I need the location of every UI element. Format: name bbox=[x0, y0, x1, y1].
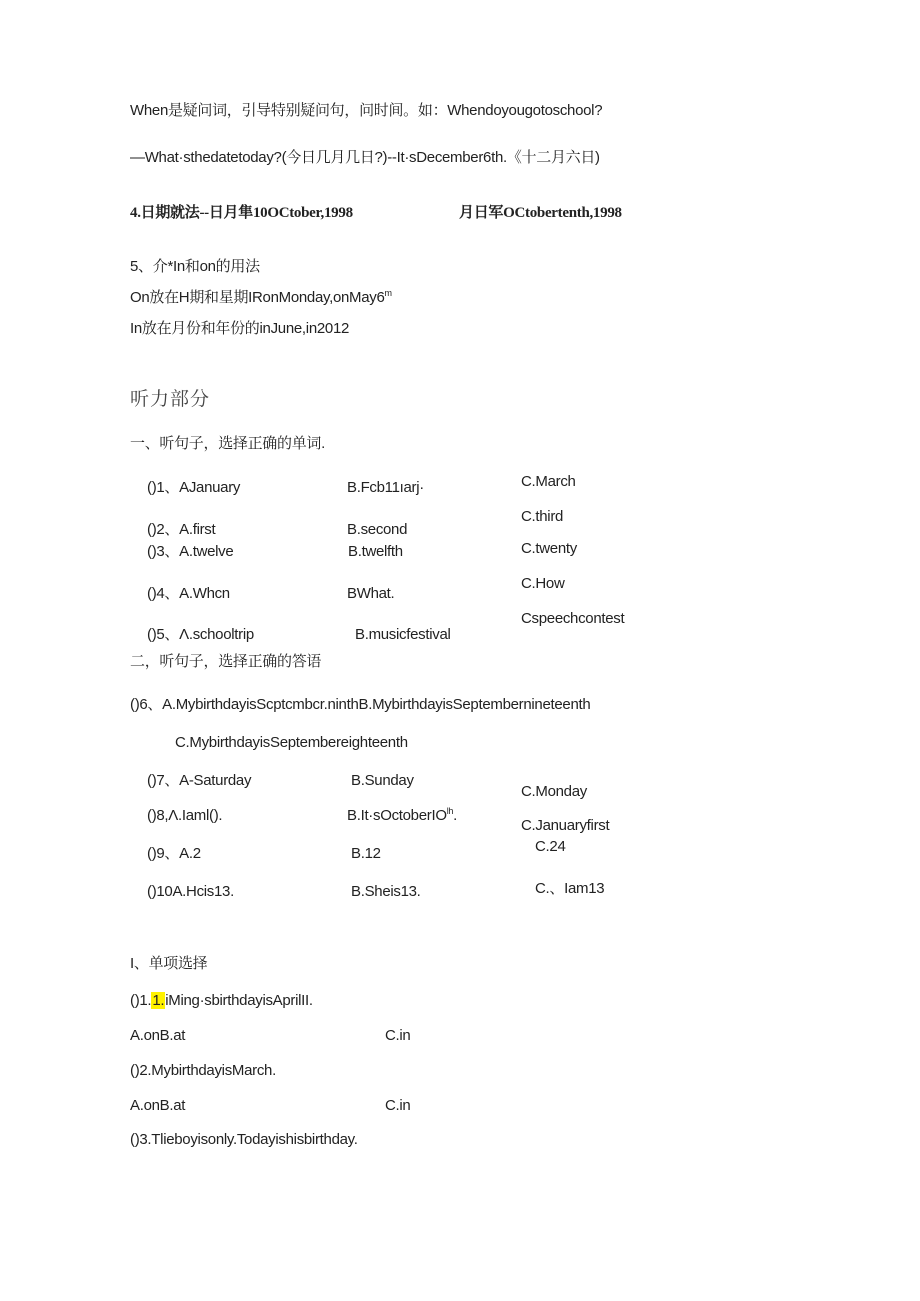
q9-number-a: ()9、A.2 bbox=[147, 845, 201, 862]
single-q1-option-c: C.in bbox=[385, 1027, 411, 1044]
single-q1-options-ab: A.onB.at bbox=[130, 1027, 186, 1044]
single-q2-options-ab: A.onB.at bbox=[130, 1097, 186, 1114]
note-date-format-b: 月日军OCtobertenth,1998 bbox=[459, 205, 622, 221]
q4-option-b: BWhat. bbox=[347, 585, 395, 602]
note-on-usage-sup: m bbox=[384, 288, 392, 298]
q3-option-b: B.twelfth bbox=[348, 543, 403, 560]
single-q1-number: ()1. bbox=[130, 992, 152, 1009]
q6-option-c: C.MybirthdayisSeptembereighteenth bbox=[175, 734, 408, 751]
q3-number-a: ()3、A.twelve bbox=[147, 543, 234, 560]
q7-number-a: ()7、A-Saturday bbox=[147, 772, 252, 789]
q4-option-c: C.How bbox=[521, 575, 565, 592]
single-choice-title: I、单项选择 bbox=[130, 955, 208, 972]
q7-option-c: C.Monday bbox=[521, 783, 587, 800]
q1-number-a: ()1、AJanuary bbox=[147, 479, 241, 496]
single-q1-highlight: 1. bbox=[152, 992, 165, 1009]
listening-part1-title: 一、听句子，选择正确的单词. bbox=[130, 435, 325, 452]
note-in-on-title: 5、介*In和on的用法 bbox=[130, 258, 260, 275]
q4-number-a: ()4、A.Whcn bbox=[147, 585, 230, 602]
q10-option-c: C.、Iam13 bbox=[535, 880, 605, 897]
q9-option-c: C.24 bbox=[535, 838, 566, 855]
q3-option-c: C.twenty bbox=[521, 540, 577, 557]
q9-option-b: B.12 bbox=[351, 845, 381, 862]
note-in-usage: In放在月份和年份的inJune,in2012 bbox=[130, 320, 350, 337]
q8-option-b-sup: lh bbox=[446, 806, 454, 816]
q1-option-b: B.Fcb11ıarj· bbox=[347, 479, 424, 496]
note-date-example: —What·sthedatetoday?(今日几月几日?)--It·sDecember6th.《十二月六日) bbox=[130, 149, 600, 166]
note-on-usage bbox=[130, 288, 392, 308]
q6-options-ab: ()6、A.MybirthdayisScptcmbcr.ninthB.MybirthdayisSeptembernineteenth bbox=[130, 696, 591, 713]
q2-number-a: ()2、A.first bbox=[147, 521, 216, 538]
q5-option-c: Cspeechcontest bbox=[521, 610, 625, 627]
q1-option-c: C.March bbox=[521, 473, 576, 490]
q8-option-b-end: . bbox=[453, 807, 457, 824]
q8-option-b-text: B.It·sOctoberIO bbox=[347, 807, 447, 824]
note-on-usage-text: On放在H期和星期IRonMonday,onMay6 bbox=[130, 289, 385, 306]
listening-part2-title: 二，听句子，选择正确的答语 bbox=[130, 653, 322, 670]
q10-number-a: ()10A.Hcis13. bbox=[147, 883, 234, 900]
q7-option-b: B.Sunday bbox=[351, 772, 414, 789]
q2-option-b: B.second bbox=[347, 521, 408, 538]
single-q1-text: iMing·sbirthdayisAprilII. bbox=[165, 992, 313, 1009]
single-q3: ()3.Tlieboyisonly.Todayishisbirthday. bbox=[130, 1131, 358, 1148]
single-q2-option-c: C.in bbox=[385, 1097, 411, 1114]
q8-option-b bbox=[347, 806, 457, 826]
note-when-question: When是疑问词，引导特别疑问句，问时间。如：Whendoyougotoschool? bbox=[130, 102, 603, 119]
q10-option-b: B.Sheis13. bbox=[351, 883, 421, 900]
q8-number-a: ()8,Λ.Iaml(). bbox=[147, 807, 223, 824]
q8-option-c: C.Januaryfirst bbox=[521, 817, 610, 834]
q2-option-c: C.third bbox=[521, 508, 564, 525]
q5-number-a: ()5、Λ.schooltrip bbox=[147, 626, 254, 643]
note-date-format-a: 4.日期就法--日月隼10OCtober,1998 bbox=[130, 205, 353, 221]
q5-option-b: B.musicfestival bbox=[355, 626, 451, 643]
single-q2: ()2.MybirthdayisMarch. bbox=[130, 1062, 276, 1079]
listening-title: 听力部分 bbox=[130, 389, 211, 410]
single-q1 bbox=[130, 991, 313, 1011]
